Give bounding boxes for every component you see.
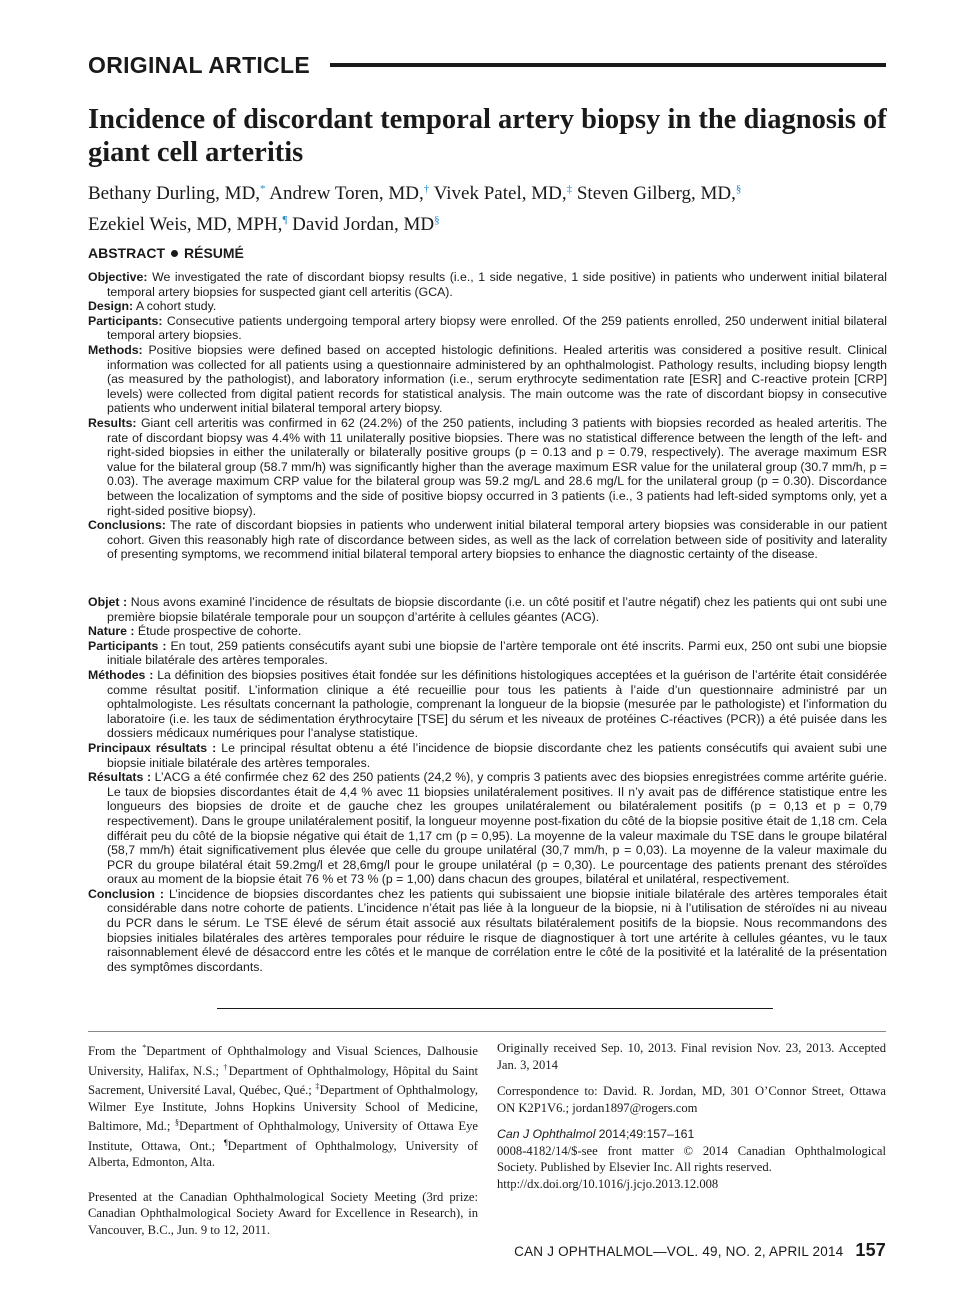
author-affiliation-mark: ‡	[566, 183, 573, 195]
abstract-paragraph	[88, 314, 887, 343]
affiliation-text: Department of Ophthalmology, Wilmer Eye Institute, Johns Hopkins University School of Medicine, Baltimore, Md.;	[88, 1083, 478, 1133]
abstract-text: Giant cell arteritis was confirmed in 62 (24.2%) of the 250 patients, including 3 patients with biopsies recorded as healed arteritis. The rate of discordant biopsy was 4.4% with 11 unilaterally positive biopsies. There was no statistical difference between the length of the left- and right-sided biopsies in either the unilaterally or bilaterally positive groups (p = 0.13 and p = 0.79, respectively). The average maximum ESR value for the bilateral group (58.7 mm/h) was significantly higher than the average maximum ESR value for the unilateral group (30.7 mm/h, p = 0.03). The average maximum CRP value for the bilateral group was 59.2 mg/L and 28.6 mg/L for the unilateral group (p = 0.30). Discordance between the localization of symptoms and the side of positive biopsy occurred in 3 patients (i.e., 3 patients had left-sided symptoms only, yet a right-sided positive biopsy).	[107, 415, 887, 518]
affiliation-mark: *	[142, 1043, 147, 1052]
author-name: Andrew Toren, MD,	[269, 183, 424, 204]
section-label: ORIGINAL ARTICLE	[88, 51, 311, 78]
abstract-paragraph	[88, 416, 887, 518]
running-footer	[514, 1240, 886, 1261]
abstract-end-rule	[217, 1008, 773, 1009]
received-dates: Originally received Sep. 10, 2013. Final revision Nov. 23, 2013. Accepted Jan. 3, 2014	[497, 1041, 886, 1072]
affiliation-mark: ¶	[224, 1137, 228, 1147]
bullet-dot-icon	[171, 250, 178, 257]
author-affiliation-mark: §	[735, 183, 742, 195]
resume-label: Résultats :	[88, 770, 152, 785]
affiliation-mark: †	[223, 1062, 229, 1072]
abstract-text: Consecutive patients undergoing temporal artery biopsy were enrolled. Of the 259 patients enrolled, 250 underwent initial bilateral temporal artery biopsies.	[107, 313, 887, 343]
copyright: 0008-4182/14/$-see front matter © 2014 Canadian Ophthalmological Society. Published by Elsevier Inc. All rights reserved.	[497, 1143, 886, 1174]
affiliation-text: Department of Ophthalmology, University of Ottawa Eye Institute, Ottawa, Ont.;	[88, 1119, 478, 1153]
resume-label: Participants :	[88, 638, 167, 653]
abstract-label: Participants:	[88, 313, 163, 328]
abstract-french	[88, 595, 887, 974]
author-name: Ezekiel Weis, MD, MPH,	[88, 214, 283, 235]
citation	[497, 1126, 886, 1143]
abstract-heading-english: ABSTRACT	[88, 245, 165, 261]
article-title: Incidence of discordant temporal artery biopsy in the diagnosis of giant cell arteritis	[88, 104, 887, 168]
section-header	[88, 50, 886, 80]
resume-label: Conclusion :	[88, 886, 165, 901]
author-affiliation-mark: †	[423, 183, 430, 195]
abstract-paragraph	[88, 518, 887, 562]
resume-paragraph	[88, 887, 887, 975]
page-number: 157	[855, 1240, 886, 1260]
resume-paragraph	[88, 595, 887, 624]
resume-paragraph	[88, 639, 887, 668]
abstract-heading	[88, 245, 244, 261]
affiliation-mark: ‡	[315, 1082, 320, 1091]
resume-text: L’incidence de biopsies discordantes chez les patients qui subissaient une biopsie initiale bilatérale des artères temporales était considérable dans notre cohorte de patients. L’incidence n’était pas liée à la longueur de la biopsie, ni à l’utilisation de stéroïdes ni au niveau du PCR dans le sérum. Le TSE élevé de sérum était associé aux résultats bilatéralement positifs de la biopsie. Nous recommandons des biopsies initiales bilatérales des artères temporales pour réduire le risque de diagnostiquer à tort une artérite à cellules géantes, vu le taux raisonnablement élevé de désaccord entre les côtés et le manque de corrélation entre le côté de la positivité et la latéralité de la présentation des symptômes discordants.	[107, 886, 887, 974]
resume-label: Méthodes :	[88, 667, 154, 682]
footnotes-left	[88, 1040, 478, 1238]
presented-note: Presented at the Canadian Ophthalmological Society Meeting (3rd prize: Canadian Ophthalmological Society Award for Excellence in Research), in Vancouver, B.C., Jun. 9 to 12, 2011.	[88, 1189, 478, 1237]
author-name: Steven Gilberg, MD,	[576, 183, 736, 204]
author-name: David Jordan, MD	[292, 214, 435, 235]
abstract-text: We investigated the rate of discordant biopsy results (i.e., 1 side negative, 1 side positive) in patients who underwent initial bilateral temporal artery biopsies for suspected giant cell arteritis (GCA).	[107, 270, 887, 299]
resume-paragraph	[88, 770, 887, 887]
correspondence: Correspondence to: David. R. Jordan, MD, 301 O’Connor Street, Ottawa ON K2P1V6.; jordan1897@rogers.com	[497, 1084, 886, 1115]
citation-journal: Can J Ophthalmol	[497, 1127, 596, 1141]
resume-text: L’ACG a été confirmée chez 62 des 250 patients (24,2 %), y compris 3 patients avec des biopsies enregistrées comme artérite guérie. Le taux de biopsies discordantes était de 4,4 % avec 11 biopsies unilatéralement positives. Il n’y avait pas de différence statistique entre les longueurs des biopsies de droite et de gauche chez les groupes unilatéralement ou bilatéralement positifs (p = 0,13 et p = 0,79 respectivement). Dans le groupe unilatéralement positif, la longueur moyenne post-fixation du côté de la biopsie positive était de 1,18 cm. Cela différait peu du côté de la biopsie négative qui était de 1,17 cm (p = 0,95). La moyenne de la valeur maximale du TSE dans le groupe bilatéral (58,7 mm/h) était significativement plus élevée que celle du groupe unilatéral (30,7 mm/h, p = 0,03). La moyenne de la valeur maximale du PCR du groupe bilatéral était 59.2mg/l et 28,6mg/l pour le groupe unilatéral (p = 0,30). Le pourcentage des patients prenant des stéroïdes oraux au moment de la biopsie était 76 % et 73 % (p = 1,00) dans chacun des groupes, bilatéral et unilatéral, respectivement.	[107, 770, 888, 887]
abstract-paragraph	[88, 299, 887, 314]
resume-label: Principaux résultats :	[88, 740, 217, 755]
resume-label: Objet :	[88, 595, 128, 609]
abstract-label: Design:	[88, 299, 134, 314]
section-header-rule	[330, 63, 886, 67]
author-list	[88, 176, 898, 238]
abstract-paragraph	[88, 270, 887, 299]
abstract-label: Conclusions:	[88, 518, 166, 533]
running-journal: CAN J OPHTHALMOL—VOL. 49, NO. 2, APRIL 2014	[514, 1244, 844, 1259]
author-name: Bethany Durling, MD,	[88, 183, 261, 204]
abstract-label: Methods:	[88, 342, 143, 357]
author-name: Vivek Patel, MD,	[433, 183, 567, 204]
affiliation-text: Department of Ophthalmology, Hôpital du Saint Sacrement, Université Laval, Québec, Qué.;	[88, 1063, 479, 1097]
abstract-paragraph	[88, 343, 887, 416]
resume-paragraph	[88, 668, 887, 741]
abstract-english	[88, 270, 887, 562]
affiliation-mark: §	[175, 1118, 180, 1127]
citation-details: 2014;49:157–161	[598, 1127, 695, 1141]
author-affiliation-mark: *	[260, 183, 266, 195]
resume-text: La définition des biopsies positives était fondée sur les définitions histologiques acceptées et la guérison de l’artérite était considérée comme résultat positif. L’information clinique a été recueillie pour tous les patients à l’aide d’un questionnaire administré par un ophtalmologiste. Les résultats concernant la pathologie, comprenant la longueur de la biopsie (mesurée par le pathologiste) et l’information du laboratoire (i.e. les taux de sédimentation érythrocytaire [TSE] du sérum et les niveaux de protéines C-réactives (PCR)) a été puisée dans les dossiers médicaux numériques pour l’analyse statistique.	[107, 667, 887, 741]
abstract-label: Objective:	[88, 270, 148, 284]
author-affiliation-mark: ¶	[282, 214, 288, 226]
resume-paragraph	[88, 624, 887, 639]
affiliations	[88, 1040, 478, 1171]
footnotes-right	[497, 1040, 886, 1192]
resume-text: Nous avons examiné l’incidence de résultats de biopsie discordante (i.e. un côté positif et l’autre négatif) chez les patients qui ont subi une première biopsie bilatérale temporale pour un soupçon d’artérite à cellules géantes (ACG).	[107, 595, 887, 624]
affiliation-text: Department of Ophthalmology and Visual Sciences, Dalhousie University, Halifax, N.S.;	[88, 1044, 479, 1078]
affiliation-intro: From the	[88, 1044, 137, 1058]
abstract-heading-french: RÉSUMÉ	[184, 245, 244, 261]
affiliation-text: Department of Ophthalmology, University of Alberta, Edmonton, Alta.	[88, 1138, 478, 1169]
abstract-label: Results:	[88, 415, 137, 430]
resume-text: En tout, 259 patients consécutifs ayant subi une biopsie de l’artère temporale ont été inscrits. Parmi eux, 250 ont subi une biopsie initiale bilatérale des artères temporales.	[107, 638, 887, 668]
author-affiliation-mark: §	[434, 214, 440, 226]
resume-paragraph	[88, 741, 887, 770]
resume-label: Nature :	[88, 624, 135, 639]
abstract-text: Positive biopsies were defined based on accepted histologic definitions. Healed arteritis was considered a positive result. Clinical information was collected for all patients using a questionnaire administered by an ophthalmologist. Pathology results, including biopsy length (as measured by the pathologist), and laboratory information (i.e., serum erythrocyte sedimentation rate [ESR] and C-reactive protein [CRP] levels) were collected from digital patient records for statistical analysis. The main outcome was the rate of discordant biopsy in consecutive patients who underwent initial bilateral temporal artery biopsy.	[107, 342, 887, 416]
resume-text: Étude prospective de cohorte.	[137, 624, 302, 639]
abstract-text: The rate of discordant biopsies in patients who underwent initial bilateral temporal artery biopsies was considerable in our patient cohort. Given this reasonably high rate of discordance between sides, as well as the lack of correlation between side of positivity and laterality of presenting symptoms, we recommend initial bilateral temporal artery biopsies to enhance the diagnostic certainty of the disease.	[107, 518, 887, 562]
abstract-text: A cohort study.	[135, 299, 217, 314]
resume-text: Le principal résultat obtenu a été l’incidence de biopsie discordante chez les patients consécutifs qui avaient subi une biopsie initiale bilatérale des artères temporales.	[107, 740, 888, 770]
doi-link[interactable]: http://dx.doi.org/10.1016/j.jcjo.2013.12.008	[497, 1176, 719, 1191]
footnote-rule	[88, 1031, 886, 1032]
